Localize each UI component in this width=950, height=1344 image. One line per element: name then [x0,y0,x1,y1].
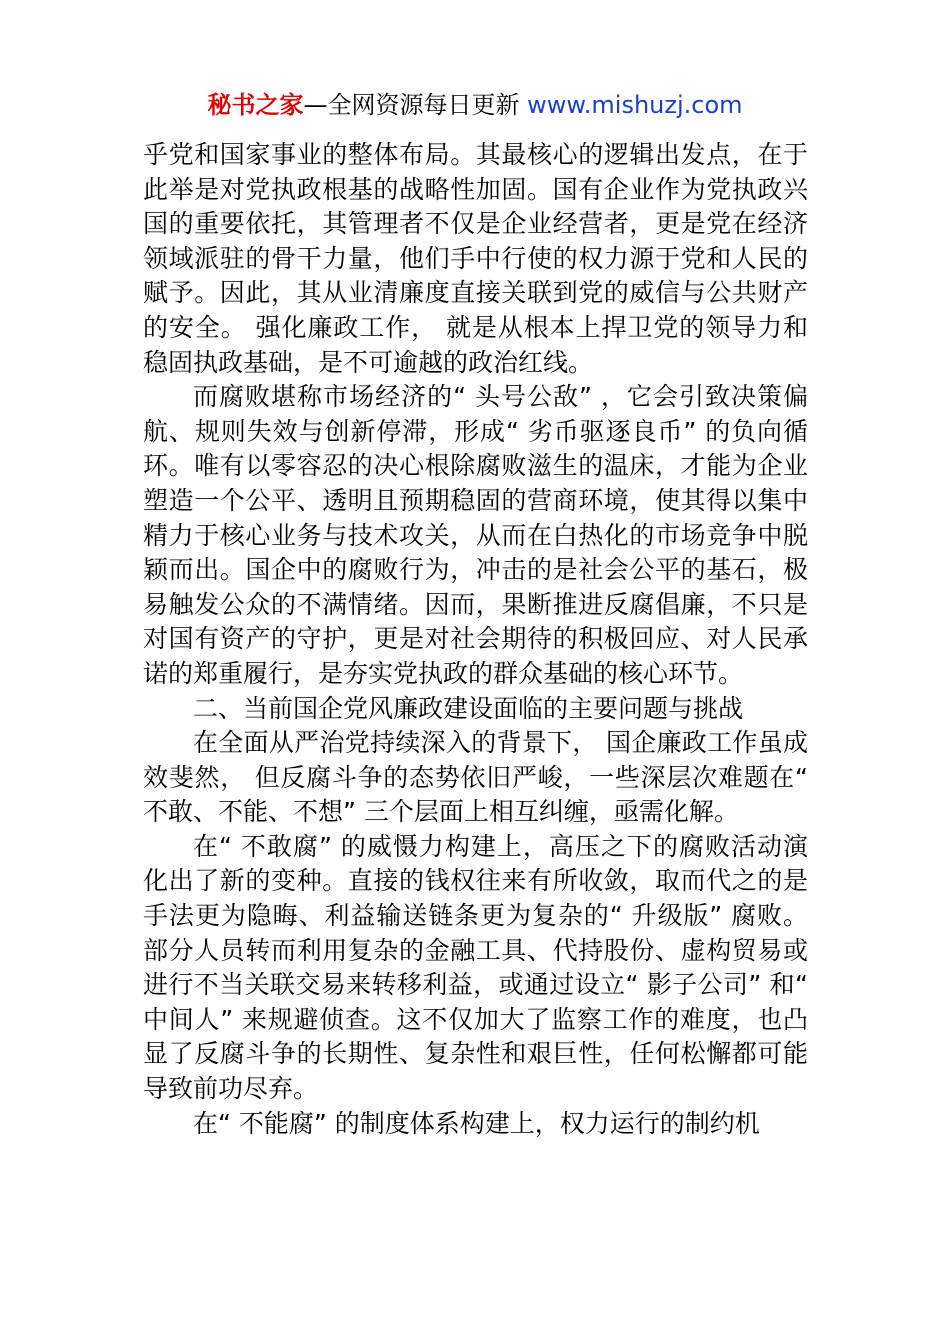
paragraph: 而腐败堪称市场经济的“ 头号公敌” ，它会引致决策偏航、规则失效与创新停滞，形成“ 劣币驱逐良币” 的负向循环。唯有以零容忍的决心根除腐败滋生的温床，才能为企业塑造一个公平、透明且预期稳固的营商环境，使其得以集中精力于核心业务与技术攻关，从而在白热化的市场竞争中脱颖而出。国企中的腐败行为，冲击的是社会公平的基石，极易触发公众的不满情绪。因而，果断推进反腐倡廉，不只是对国有资产的守护，更是对社会期待的积极回应、对人民承诺的郑重履行，是夯实党执政的群众基础的核心环节。 [143,382,808,688]
document-body [143,138,808,1141]
header-brand: 秘书之家 [207,91,304,119]
header-site-url[interactable]: www.mishuzj.com [527,91,743,119]
paragraph: 在“ 不能腐” 的制度体系构建上，权力运行的制约机 [193,1108,760,1138]
paragraph: 在“ 不敢腐” 的威慑力构建上，高压之下的腐败活动演化出了新的变种。直接的钱权往来有所收敛，取而代之的是手法更为隐晦、利益输送链条更为复杂的“ 升级版” 腐败。部分人员转而利用复杂的金融工具、代持股份、虚构贸易或进行不当关联交易来转移利益，或通过设立“ 影子公司” 和“ 中间人” 来规避侦查。这不仅加大了监察工作的难度，也凸显了反腐斗争的长期性、复杂性和艰巨性，任何松懈都可能导致前功尽弃。 [143,831,808,1104]
paragraph: 在全面从严治党持续深入的背景下， 国企廉政工作虽成效斐然， 但反腐斗争的态势依旧严峻，一些深层次难题在“ 不敢、不能、不想” 三个层面上相互纠缠，亟需化解。 [143,728,808,827]
header-tagline: —全网资源每日更新 [303,91,528,119]
paragraph-continuation: 乎党和国家事业的整体布局。其最核心的逻辑出发点，在于此举是对党执政根基的战略性加固。国有企业作为党执政兴国的重要依托，其管理者不仅是企业经营者，更是党在经济领域派驻的骨干力量，他们手中行使的权力源于党和人民的赋予。因此，其从业清廉度直接关联到党的威信与公共财产的安全。 强化廉政工作， 就是从根本上捍卫党的领导力和稳固执政基础，是不可逾越的政治红线。 [143,140,808,377]
page-header [0,88,950,122]
section-heading: 二、当前国企党风廉政建设面临的主要问题与挑战 [193,693,744,723]
